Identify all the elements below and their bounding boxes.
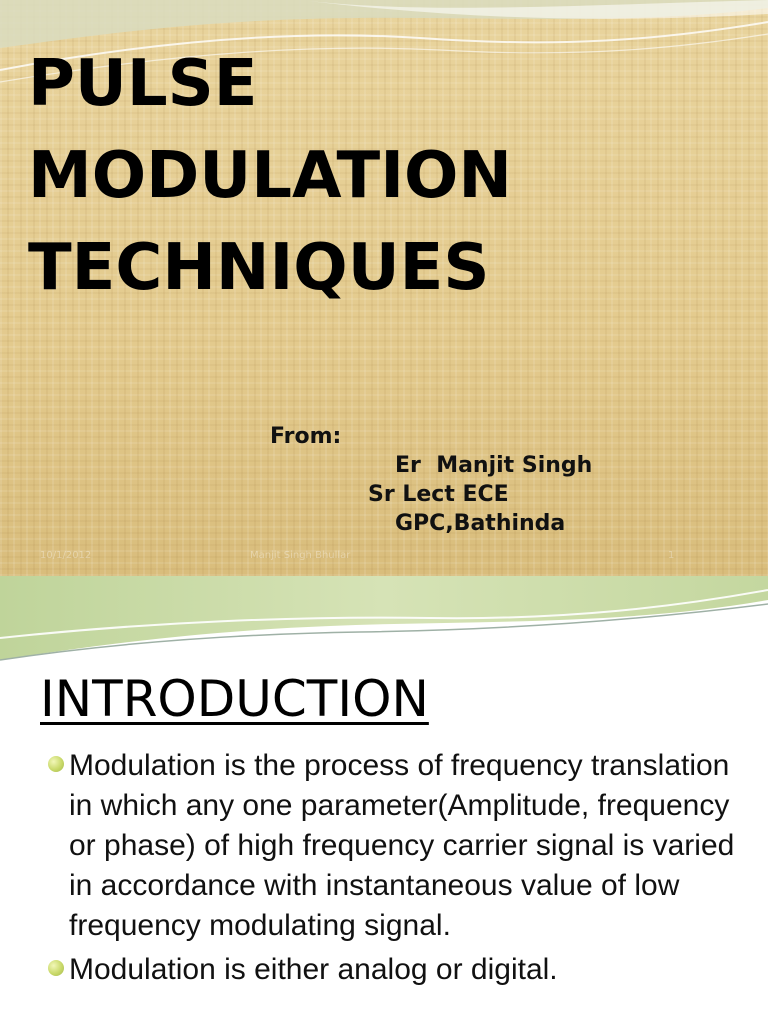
title-line-1: PULSE xyxy=(28,47,258,121)
bullet-dot-icon xyxy=(48,756,64,772)
footer-page-number: 1 xyxy=(668,550,675,561)
author-name: Er Manjit Singh xyxy=(395,453,593,478)
bullet-list xyxy=(46,746,746,990)
decorative-swoosh-header xyxy=(0,576,768,666)
bullet-item xyxy=(46,950,746,990)
author-role: Sr Lect ECE xyxy=(368,482,509,507)
footer-date: 10/1/2012 xyxy=(40,550,92,561)
slide-heading: INTRODUCTION xyxy=(40,670,429,728)
bullet-dot-icon xyxy=(48,960,64,976)
bullet-text: Modulation is either analog or digital. xyxy=(69,953,558,986)
author-college: GPC,Bathinda xyxy=(395,511,566,536)
introduction-slide xyxy=(0,576,768,1024)
footer-author: Manjit Singh Bhullar xyxy=(250,550,351,561)
title-line-3: TECHNIQUES xyxy=(28,231,490,305)
title-line-2: MODULATION xyxy=(28,139,512,213)
from-label: From: xyxy=(270,424,342,449)
bullet-item xyxy=(46,746,746,946)
bullet-text: Modulation is the process of frequency translation in which any one parameter(Amplitude, frequency or phase) of high frequency carrier signal is varied in accordance with instantaneous value of low frequency modulating signal. xyxy=(69,749,735,942)
